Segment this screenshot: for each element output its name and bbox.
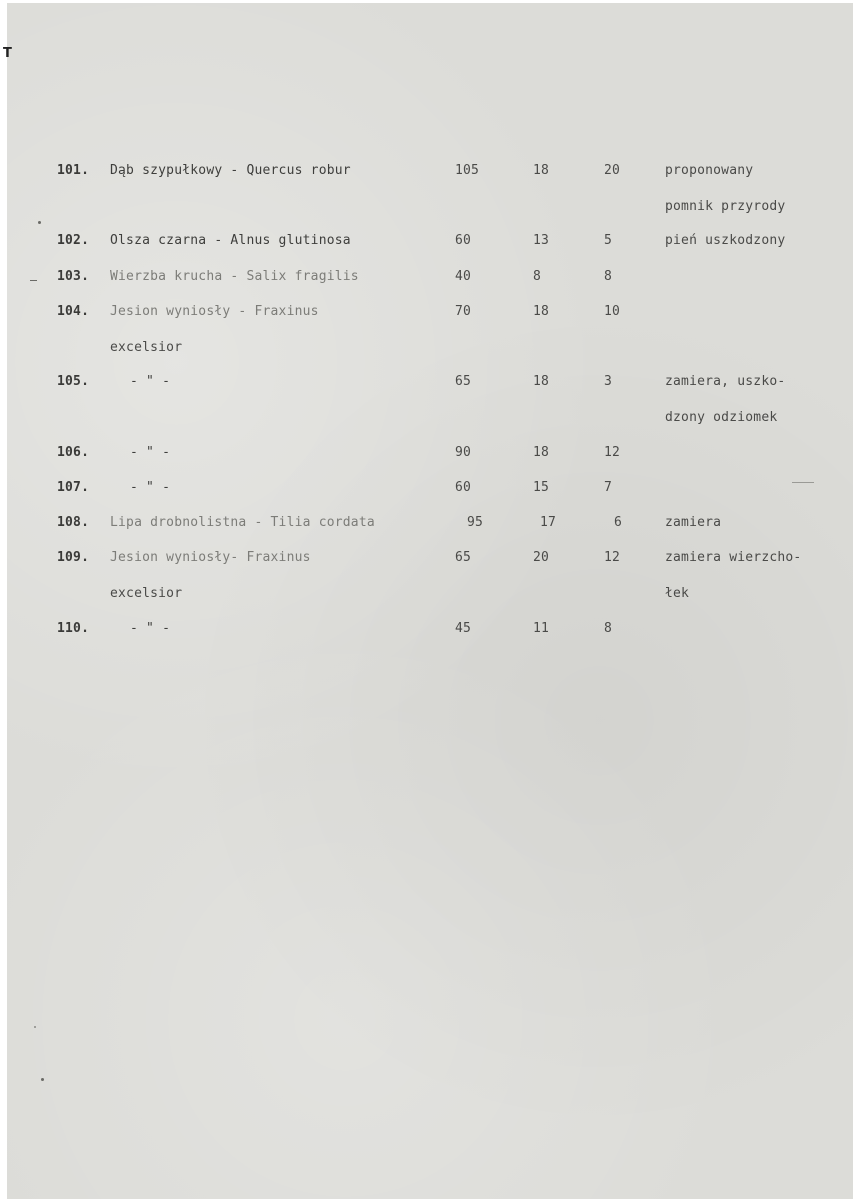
height-value: 105 [455,163,480,178]
row-number: 106. [57,445,90,460]
row-number: 102. [57,233,90,248]
diameter-value: 20 [533,550,550,565]
ditto-mark: - " - [130,445,171,460]
crown-value: 10 [604,304,621,319]
species-name: Olsza czarna - Alnus glutinosa [110,233,351,248]
ditto-mark: - " - [130,374,171,389]
diameter-value: 18 [533,374,550,389]
height-value: 45 [455,621,472,636]
row-number: 105. [57,374,90,389]
remark-continued: dzony odziomek [665,410,778,425]
crown-value: 20 [604,163,621,178]
row-number: 101. [57,163,90,178]
crown-value: 3 [604,374,613,389]
remark-continued: łek [665,586,690,601]
paper-speck [41,1078,44,1081]
diameter-value: 11 [533,621,550,636]
remark: zamiera, uszko- [665,374,786,389]
species-name: Dąb szypułkowy - Quercus robur [110,163,351,178]
crown-value: 12 [604,445,621,460]
row-number: 110. [57,621,90,636]
height-value: 65 [455,550,472,565]
species-name-continued: excelsior [110,586,183,601]
margin-tick [30,280,37,281]
remark: pień uszkodzony [665,233,786,248]
crown-value: 8 [604,621,613,636]
diameter-value: 18 [533,163,550,178]
height-value: 90 [455,445,472,460]
crown-value: 8 [604,269,613,284]
height-value: 65 [455,374,472,389]
species-name: Jesion wyniosły- Fraxinus [110,550,311,565]
species-name: Jesion wyniosły - Fraxinus [110,304,319,319]
species-name: Lipa drobnolistna - Tilia cordata [110,515,375,530]
diameter-value: 13 [533,233,550,248]
diameter-value: 15 [533,480,550,495]
species-name: Wierzba krucha - Salix fragilis [110,269,359,284]
species-name-continued: excelsior [110,340,183,355]
crown-value: 7 [604,480,613,495]
margin-mark: T [3,46,12,61]
height-value: 40 [455,269,472,284]
row-number: 103. [57,269,90,284]
paper-scratch [792,482,814,483]
crown-value: 5 [604,233,613,248]
remark: zamiera [665,515,722,530]
paper-speck [34,1026,36,1028]
diameter-value: 18 [533,304,550,319]
crown-value: 6 [614,515,623,530]
row-number: 109. [57,550,90,565]
ditto-mark: - " - [130,480,171,495]
remark-continued: pomnik przyrody [665,199,786,214]
height-value: 70 [455,304,472,319]
remark: proponowany [665,163,754,178]
paper-speck [38,221,41,224]
diameter-value: 18 [533,445,550,460]
row-number: 107. [57,480,90,495]
remark: zamiera wierzcho- [665,550,802,565]
crown-value: 12 [604,550,621,565]
row-number: 104. [57,304,90,319]
row-number: 108. [57,515,90,530]
height-value: 95 [467,515,484,530]
ditto-mark: - " - [130,621,171,636]
height-value: 60 [455,233,472,248]
diameter-value: 8 [533,269,542,284]
diameter-value: 17 [540,515,557,530]
height-value: 60 [455,480,472,495]
